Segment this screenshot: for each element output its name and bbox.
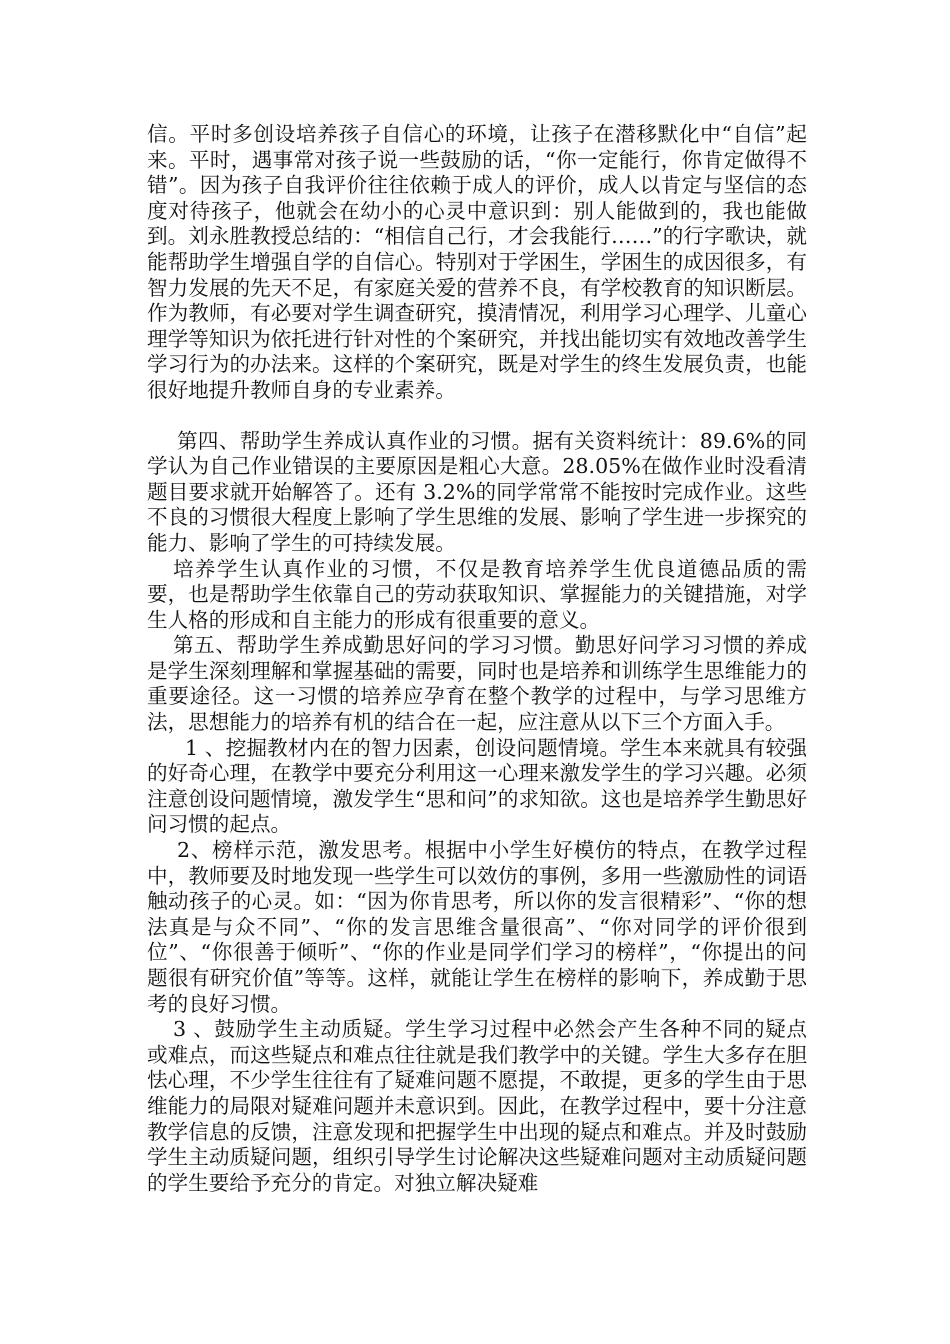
paragraph-item-1-problem-situation: 1 、挖掘教材内在的智力因素，创设问题情境。学生本来就具有较强的好奇心理，在教学中要充分利用这一心理来激发学生的学习兴趣。必须注意创设问题情境，激发学生“思和问”的求知欲。这也是培养学生勤思好问习惯的起点。	[147, 735, 807, 837]
document-page	[147, 122, 807, 1196]
paragraph-self-confidence: 信。平时多创设培养孩子自信心的环境，让孩子在潜移默化中“自信”起来。平时，遇事常对孩子说一些鼓励的话，“你一定能行，你肯定做得不错”。因为孩子自我评价往往依赖于成人的评价，成人以肯定与坚信的态度对待孩子，他就会在幼小的心灵中意识到：别人能做到的，我也能做到。刘永胜教授总结的：“相信自己行，才会我能行……”的行字歌诀，就能帮助学生增强自学的自信心。特别对于学困生，学困生的成因很多，有智力发展的先天不足，有家庭关爱的营养不良，有学校教育的知识断层。作为教师，有必要对学生调查研究，摸清情况，利用学习心理学、儿童心理学等知识为依托进行针对性的个案研究，并找出能切实有效地改善学生学习行为的办法来。这样的个案研究，既是对学生的终生发展负责，也能很好地提升教师自身的专业素养。	[147, 122, 807, 402]
paragraph-item-3-encourage-questioning: 3 、鼓励学生主动质疑。学生学习过程中必然会产生各种不同的疑点或难点，而这些疑点和难点往往就是我们教学中的关键。学生大多存在胆怯心理，不少学生往往有了疑难问题不愿提，不敢提，更多的学生由于思维能力的局限对疑难问题并未意识到。因此，在教学过程中，要十分注意教学信息的反馈，注意发现和把握学生中出现的疑点和难点。并及时鼓励学生主动质疑问题，组织引导学生讨论解决这些疑难问题对主动质疑问题的学生要给予充分的肯定。对独立解决疑难	[147, 1017, 807, 1195]
paragraph-homework-habit: 第四、帮助学生养成认真作业的习惯。据有关资料统计：89.6%的同学认为自己作业错误的主要原因是粗心大意。28.05%在做作业时没看清题目要求就开始解答了。还有 3.2%的同学常常不能按时完成作业。这些不良的习惯很大程度上影响了学生思维的发展、影响了学生进一步探究的能力、影响了学生的可持续发展。	[147, 428, 807, 555]
paragraph-thinking-questioning-habit: 第五、帮助学生养成勤思好问的学习习惯。勤思好问学习习惯的养成是学生深刻理解和掌握基础的需要，同时也是培养和训练学生思维能力的重要途径。这一习惯的培养应孕育在整个教学的过程中，与学习思维方法，思想能力的培养有机的结合在一起，应注意从以下三个方面入手。	[147, 633, 807, 735]
paragraph-item-2-role-model: 2、榜样示范，激发思考。根据中小学生好模仿的特点，在教学过程中，教师要及时地发现一些学生可以效仿的事例，多用一些激励性的词语触动孩子的心灵。如：“因为你肯思考，所以你的发言很精彩”、“你的想法真是与众不同”、“你的发言思维含量很高”、“你对同学的评价很到位”、“你很善于倾听”、“你的作业是同学们学习的榜样”，“你提出的问题很有研究价值”等等。这样，就能让学生在榜样的影响下，养成勤于思考的良好习惯。	[147, 838, 807, 1016]
paragraph-homework-significance: 培养学生认真作业的习惯，不仅是教育培养学生优良道德品质的需要，也是帮助学生依靠自己的劳动获取知识、掌握能力的关键措施，对学生人格的形成和自主能力的形成有很重要的意义。	[147, 556, 807, 632]
